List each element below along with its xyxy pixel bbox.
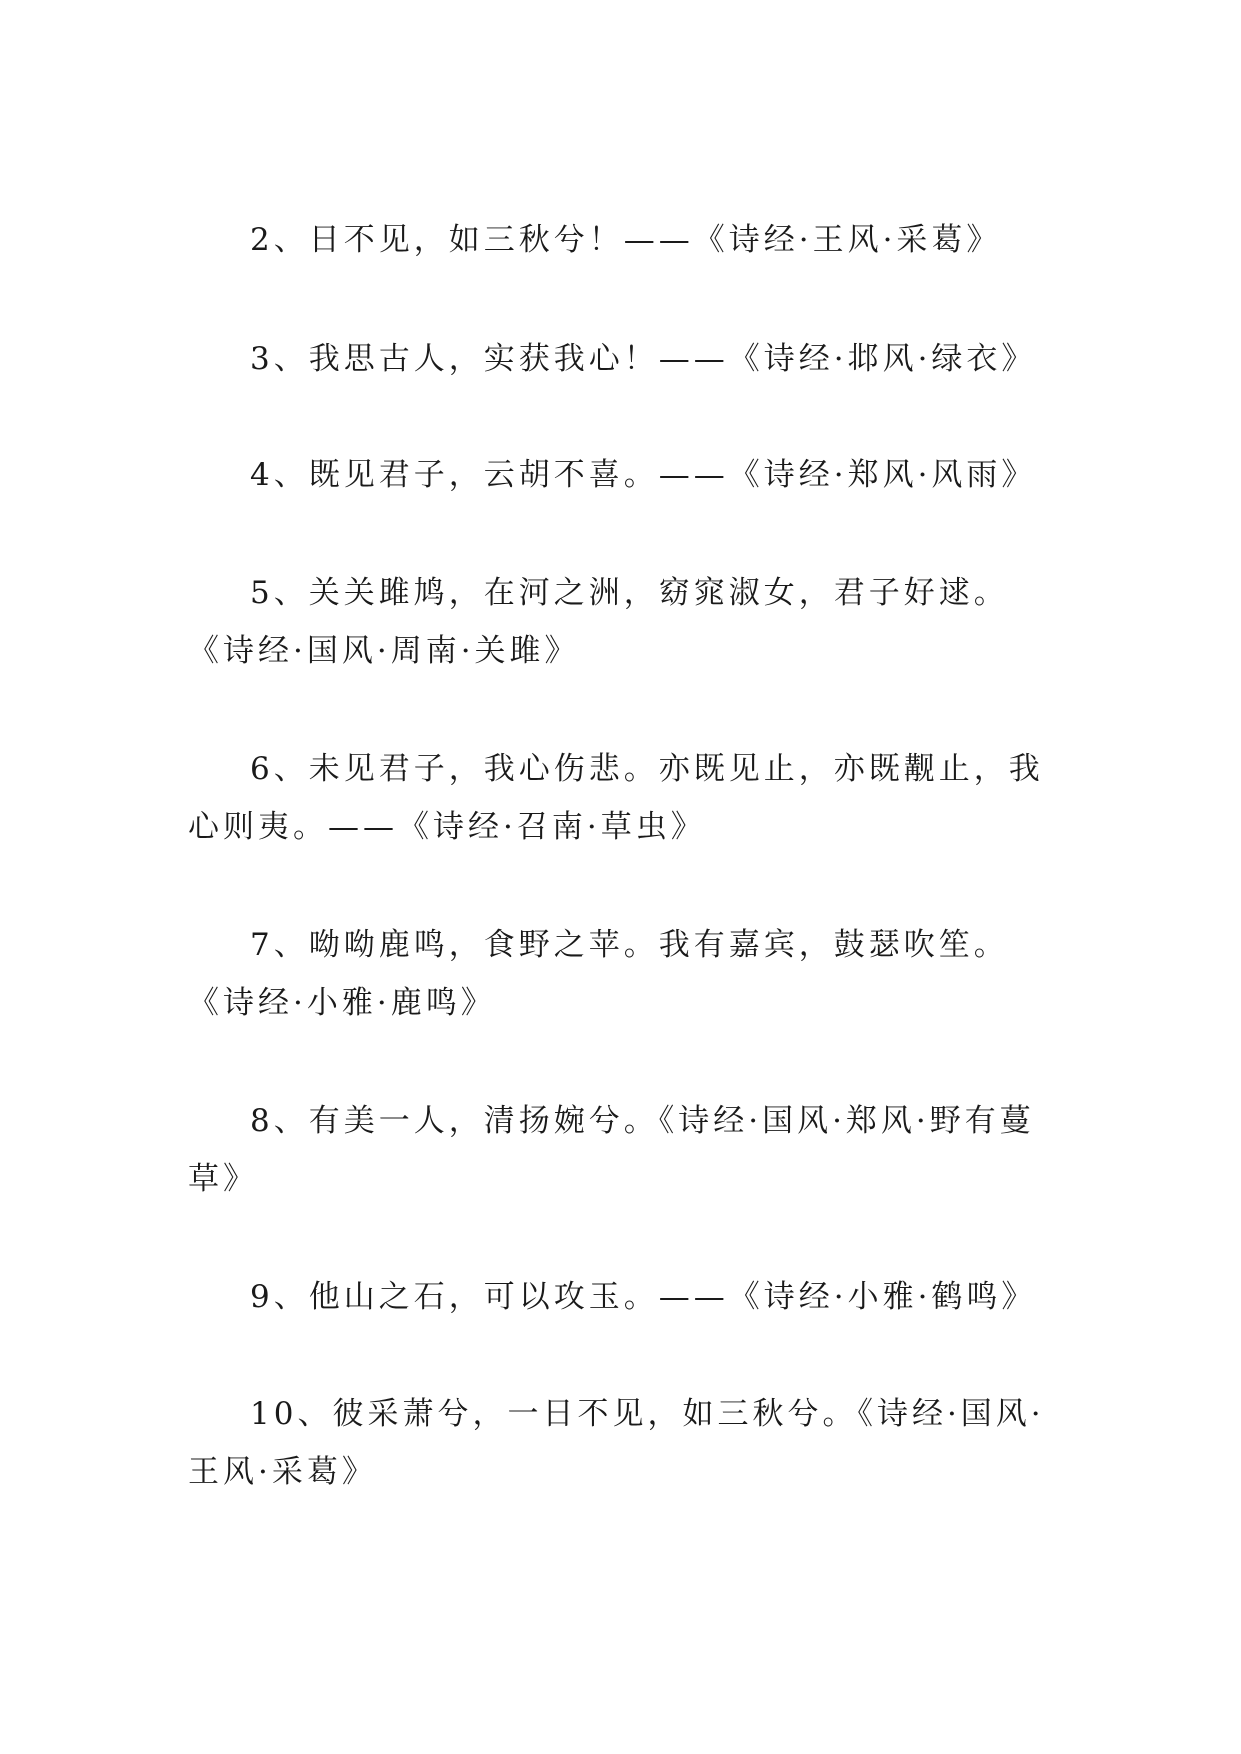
quote-paragraph-4: 4、既见君子，云胡不喜。——《诗经·郑风·风雨》 — [250, 457, 1037, 493]
quote-paragraph-2: 2、日不见，如三秋兮！——《诗经·王风·采葛》 — [250, 222, 1002, 258]
quote-paragraph-7: 7、呦呦鹿鸣，食野之苹。我有嘉宾，鼓瑟吹笙。《诗经·小雅·鹿鸣》 — [188, 927, 1009, 1021]
quote-paragraph-9: 9、他山之石，可以攻玉。——《诗经·小雅·鹤鸣》 — [250, 1279, 1037, 1315]
quote-paragraph-3: 3、我思古人，实获我心！——《诗经·邶风·绿衣》 — [250, 341, 1037, 377]
quote-paragraph-5: 5、关关雎鸠，在河之洲，窈窕淑女，君子好逑。《诗经·国风·周南·关雎》 — [188, 575, 1009, 669]
quote-paragraph-8: 8、有美一人，清扬婉兮。《诗经·国风·郑风·野有蔓草》 — [188, 1103, 1035, 1197]
quote-paragraph-10: 10、彼采萧兮，一日不见，如三秋兮。《诗经·国风·王风·采葛》 — [188, 1396, 1045, 1490]
quote-paragraph-6: 6、未见君子，我心伤悲。亦既见止，亦既觏止，我心则夷。——《诗经·召南·草虫》 — [188, 751, 1044, 845]
